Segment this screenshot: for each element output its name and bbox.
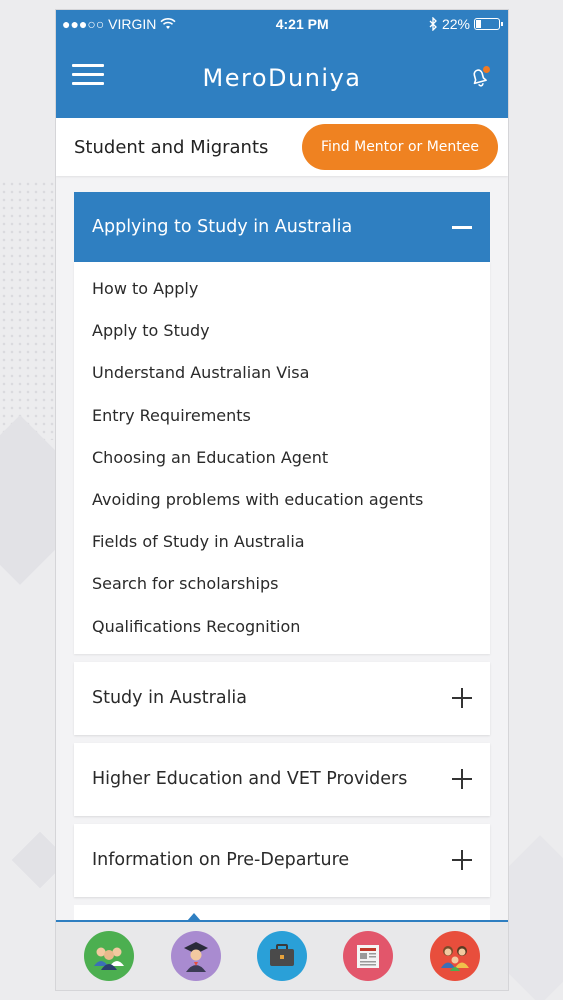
list-item-education-agent[interactable]: Choosing an Education Agent	[92, 447, 329, 467]
accordion-title: Applying to Study in Australia	[92, 217, 353, 237]
list-item-qualifications[interactable]: Qualifications Recognition	[92, 616, 301, 636]
sub-header	[56, 118, 508, 176]
battery-percent: 22%	[441, 16, 470, 32]
news-icon	[348, 936, 388, 976]
list-item-how-to-apply[interactable]: How to Apply	[92, 279, 199, 298]
accordion-body	[74, 262, 490, 654]
family-icon	[435, 936, 475, 976]
status-time: 4:21 PM	[275, 16, 329, 32]
expand-plus-icon[interactable]	[452, 688, 472, 708]
list-item-entry-requirements[interactable]: Entry Requirements	[92, 405, 251, 425]
tab-family[interactable]	[430, 931, 480, 981]
list-item-understand-visa[interactable]: Understand Australian Visa	[92, 363, 310, 383]
briefcase-icon	[262, 936, 302, 976]
list-item-apply-to-study[interactable]: Apply to Study	[92, 321, 210, 341]
app-title: MeroDuniya	[202, 64, 362, 92]
expand-plus-icon[interactable]	[452, 850, 472, 870]
status-bar	[56, 10, 508, 38]
list-item-fields-of-study[interactable]: Fields of Study in Australia	[92, 532, 305, 552]
hamburger-menu-icon[interactable]	[72, 64, 104, 88]
accordion-title: Higher Education and VET Providers	[92, 769, 408, 790]
tab-jobs[interactable]	[257, 931, 307, 981]
collapse-minus-icon[interactable]	[452, 226, 472, 229]
notification-dot	[483, 66, 490, 73]
carrier-label: ●●●○○ VIRGIN	[62, 16, 157, 32]
expand-plus-icon[interactable]	[452, 769, 472, 789]
tab-community[interactable]	[84, 931, 134, 981]
accordion-header-higher-education[interactable]	[74, 743, 490, 816]
bottom-tab-bar	[56, 920, 508, 990]
phone-screen	[56, 10, 508, 990]
tab-news[interactable]	[343, 931, 393, 981]
app-bar	[56, 38, 508, 118]
active-tab-indicator	[187, 913, 201, 921]
accordion-header-expanded[interactable]	[74, 192, 490, 262]
wifi-icon	[160, 18, 176, 30]
section-title: Student and Migrants	[74, 136, 269, 158]
bluetooth-icon	[428, 17, 438, 31]
accordion-title: Study in Australia	[92, 688, 248, 709]
list-item-scholarships[interactable]: Search for scholarships	[92, 574, 279, 594]
notification-bell-icon[interactable]	[466, 64, 492, 90]
accordion-header-study-in-australia[interactable]	[74, 662, 490, 735]
find-mentor-button[interactable]: Find Mentor or Mentee	[302, 124, 498, 170]
tab-study[interactable]	[171, 931, 221, 981]
background-dots	[0, 180, 60, 440]
accordion-header-pre-departure[interactable]	[74, 824, 490, 897]
graduate-icon	[176, 936, 216, 976]
battery-icon	[474, 18, 500, 30]
accordion-title: Information on Pre-Departure	[92, 850, 350, 871]
list-item-avoiding-problems[interactable]: Avoiding problems with education agents	[92, 489, 424, 509]
accordion-list	[56, 176, 508, 925]
community-icon	[89, 936, 129, 976]
